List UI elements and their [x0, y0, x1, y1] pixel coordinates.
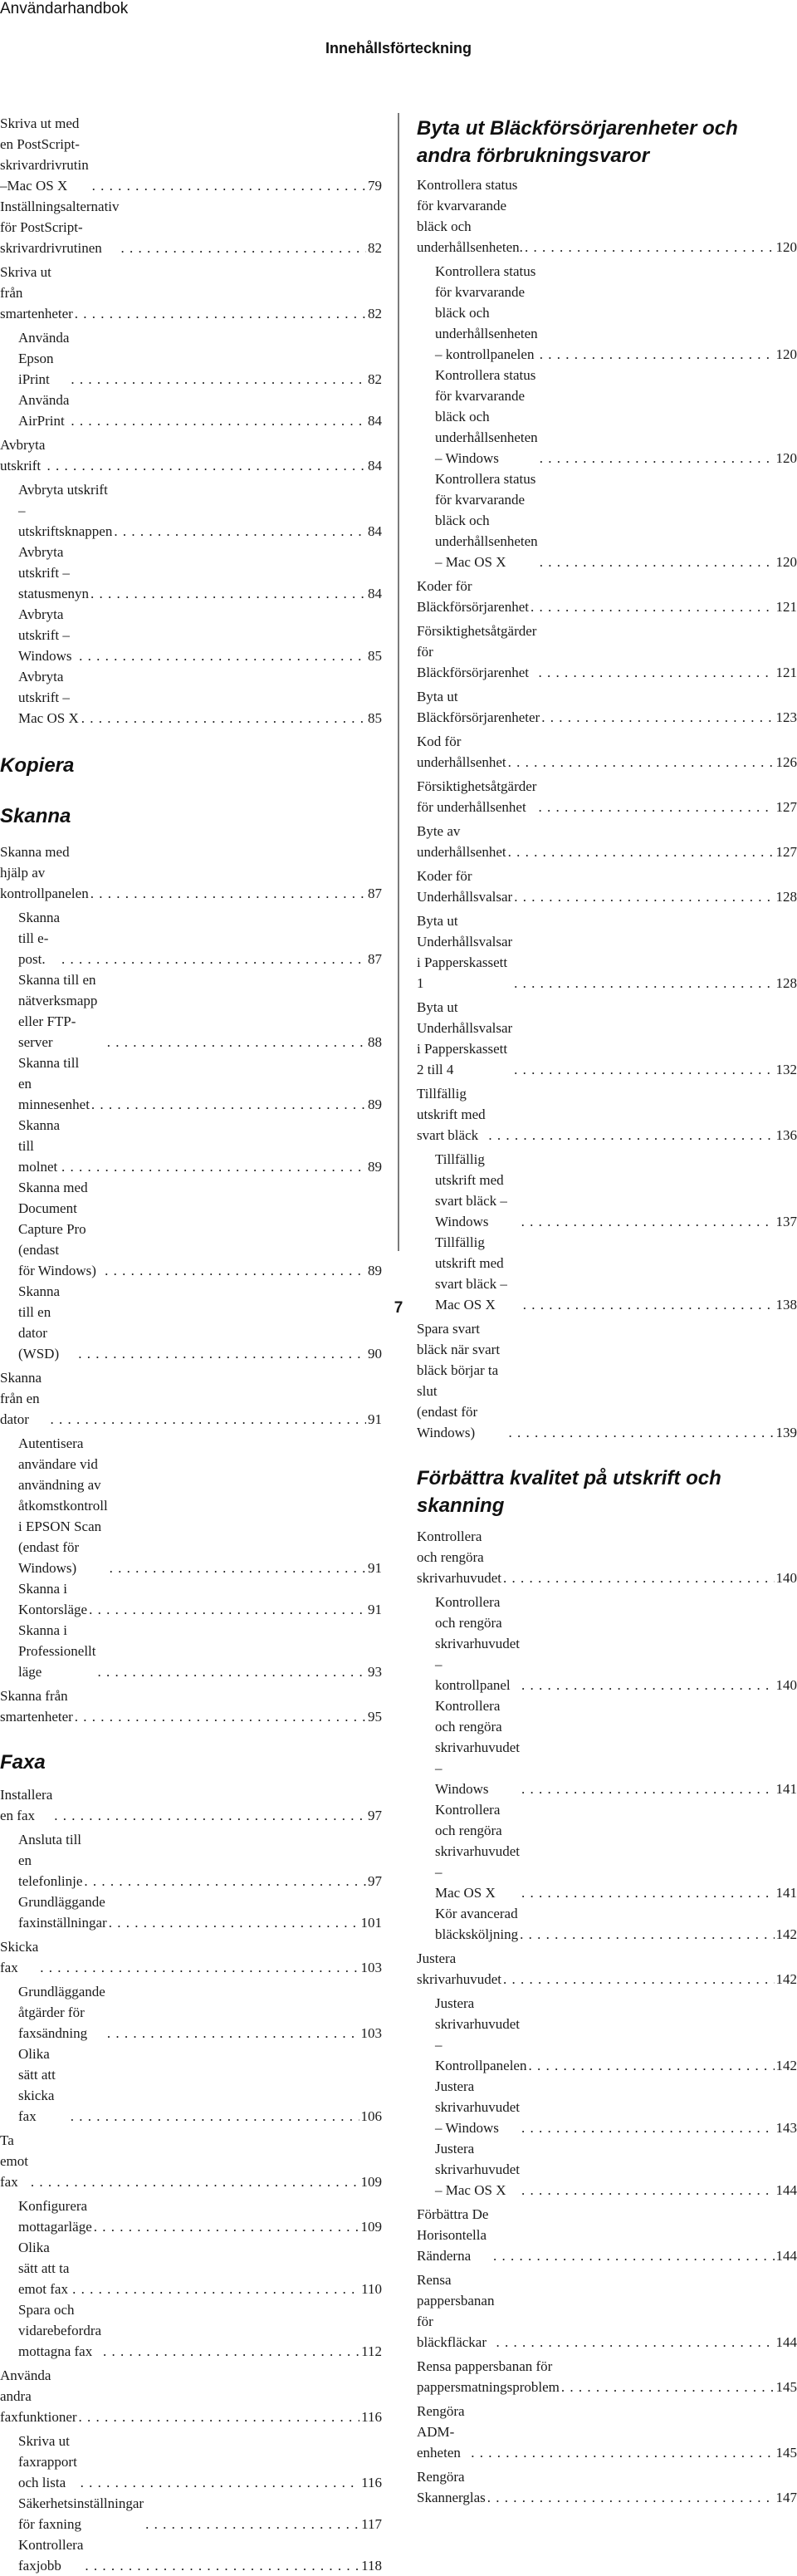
toc-entry-title: Ansluta till en telefonlinje [18, 1829, 82, 1892]
toc-entry-page: 79 [368, 175, 382, 196]
toc-entry[interactable] [417, 1948, 797, 1990]
toc-entry[interactable] [417, 469, 797, 572]
dot-leader [61, 1156, 366, 1177]
toc-entry-title: Avbryta utskrift – statusmenyn [18, 542, 89, 604]
toc-entry-title: Olika sätt att ta emot fax [18, 2237, 71, 2299]
toc-entry-title: Justera skrivarhuvudet – Mac OS X [435, 2138, 520, 2201]
toc-entry[interactable] [417, 2401, 797, 2463]
dot-leader [521, 1882, 775, 1903]
toc-entry-page: 142 [776, 1969, 797, 1990]
toc-entry-page: 142 [776, 2055, 797, 2076]
toc-entry[interactable] [417, 174, 797, 258]
dot-leader [540, 552, 775, 572]
dot-leader [71, 369, 366, 390]
toc-entry[interactable] [0, 542, 382, 604]
toc-entry-page: 141 [776, 1882, 797, 1903]
toc-entry[interactable] [0, 2196, 382, 2237]
dot-leader [71, 410, 366, 431]
toc-entry[interactable] [417, 1149, 797, 1232]
toc-entry-title: Rengöra Skannerglas [417, 2466, 486, 2508]
toc-entry-page: 106 [361, 2106, 383, 2127]
dot-leader [90, 883, 366, 904]
dot-leader [514, 973, 774, 994]
toc-entry-title: Skanna med Document Capture Pro (endast för Windows) [18, 1177, 103, 1281]
toc-entry-title: Kör avancerad bläcksköljning [435, 1903, 518, 1945]
dot-leader [520, 1924, 774, 1945]
toc-entry[interactable] [0, 479, 382, 542]
toc-entry-title: Installera en fax [0, 1784, 52, 1826]
toc-entry-title: Tillfällig utskrift med svart bläck [417, 1083, 487, 1146]
toc-entry[interactable] [0, 1177, 382, 1281]
dot-leader [508, 841, 775, 862]
toc-entry[interactable] [417, 1799, 797, 1903]
toc-entry[interactable] [0, 1052, 382, 1115]
toc-entry-title: Rensa pappersbanan för bläckfläckar [417, 2269, 494, 2353]
toc-entry[interactable] [417, 365, 797, 469]
toc-entry-page: 91 [368, 1558, 382, 1578]
toc-entry-title: Försiktighetsåtgärder för underhållsenhet [417, 776, 536, 817]
toc-entry-title: Konfigurera mottagarläge [18, 2196, 92, 2237]
toc-entry-page: 140 [776, 1675, 797, 1695]
toc-entry-page: 89 [368, 1156, 382, 1177]
toc-entry-title: Skanna i Professionellt läge [18, 1620, 95, 1682]
toc-entry-title: Kontrollera och rengöra skrivarhuvudet – Mac OS X [435, 1799, 520, 1903]
running-title: Användarhandbok [0, 0, 128, 18]
toc-entry-title: Koder för Underhållsvalsar [417, 866, 512, 907]
dot-leader [92, 175, 366, 196]
dot-leader [81, 2472, 360, 2493]
dot-leader [488, 1125, 774, 1146]
toc-entry-page: 136 [776, 1125, 797, 1146]
toc-entry[interactable] [0, 1829, 382, 1892]
toc-entry-page: 144 [776, 2245, 797, 2266]
toc-entry-page: 82 [368, 369, 382, 390]
dot-leader [145, 2514, 359, 2534]
toc-entry-title: Olika sätt att skicka fax [18, 2044, 69, 2127]
toc-entry-title: Avbryta utskrift – utskriftsknappen [18, 479, 112, 542]
section-title: Innehållsförteckning [0, 40, 797, 57]
toc-entry-title: Grundläggande åtgärder för faxsändning [18, 1981, 105, 2044]
toc-entry[interactable] [0, 2493, 382, 2534]
toc-entry[interactable] [0, 113, 382, 196]
toc-entry-title: Byta ut Underhållsvalsar i Papperskassett 2 till 4 [417, 997, 512, 1080]
toc-entry-title: Skriva ut från smartenheter [0, 262, 73, 324]
toc-entry-title: Rengöra ADM-enheten [417, 2401, 469, 2463]
toc-entry[interactable] [417, 2204, 797, 2266]
chapter-heading[interactable]: Skanna [0, 802, 382, 830]
toc-entry-page: 89 [368, 1260, 382, 1281]
dot-leader [75, 1706, 366, 1727]
dot-leader [514, 1059, 774, 1080]
toc-entry-title: Avbryta utskrift [0, 434, 45, 476]
toc-entry-title: Byta ut Underhållsvalsar i Papperskassett 1 [417, 910, 512, 994]
toc-entry-page: 85 [368, 645, 382, 666]
dot-leader [493, 2245, 775, 2266]
toc-entry-title: Kontrollera och rengöra skrivarhuvudet – kontrollpanel [435, 1592, 520, 1695]
toc-entry-page: 87 [368, 949, 382, 969]
toc-entry-title: Kontrollera status för kvarvarande bläck och underhållsenheten – Mac OS X [435, 469, 538, 572]
toc-entry[interactable] [0, 1281, 382, 1364]
toc-entry[interactable] [0, 1620, 382, 1682]
dot-leader [103, 2341, 359, 2362]
toc-entry-title: Skriva ut med en PostScript-skrivardrivrutin –Mac OS X [0, 113, 90, 196]
dot-leader [90, 583, 366, 604]
toc-entry-page: 88 [368, 1032, 382, 1052]
toc-entry-title: Använda Epson iPrint [18, 327, 69, 390]
toc-entry-title: Använda andra faxfunktioner [0, 2365, 77, 2427]
column-divider [398, 113, 399, 1251]
toc-entry-page: 84 [368, 410, 382, 431]
toc-entry-title: Skanna från en dator [0, 1367, 48, 1430]
dot-leader [508, 752, 775, 773]
toc-entry[interactable] [417, 1903, 797, 1945]
dot-leader [114, 521, 366, 542]
toc-entry-title: Justera skrivarhuvudet – Kontrollpanelen [435, 1993, 526, 2076]
toc-entry[interactable] [0, 2431, 382, 2493]
dot-leader [40, 1957, 359, 1978]
dot-leader [107, 1032, 366, 1052]
toc-entry-title: Förbättra De Horisontella Ränderna [417, 2204, 491, 2266]
dot-leader [97, 1661, 366, 1682]
toc-entry-title: Justera skrivarhuvudet [417, 1948, 501, 1990]
toc-entry-page: 97 [368, 1805, 382, 1826]
dot-leader [110, 1558, 366, 1578]
toc-entry-page: 95 [368, 1706, 382, 1727]
toc-entry-page: 145 [776, 2442, 797, 2463]
toc-entry[interactable] [417, 731, 797, 773]
toc-entry[interactable] [0, 1578, 382, 1620]
toc-entry-title: Autentisera användare vid användning av åtkomstkontroll i EPSON Scan (endast för Windows) [18, 1433, 108, 1578]
toc-entry[interactable] [0, 841, 382, 904]
toc-entry[interactable] [0, 327, 382, 390]
toc-entry[interactable] [0, 2365, 382, 2427]
toc-entry[interactable] [0, 1784, 382, 1826]
toc-entry-title: Tillfällig utskrift med svart bläck – Windows [435, 1149, 520, 1232]
toc-entry-page: 103 [361, 2023, 383, 2044]
dot-leader [72, 2279, 359, 2299]
dot-leader [79, 2407, 360, 2427]
toc-entry-page: 132 [776, 1059, 797, 1080]
toc-entry-page: 144 [776, 2180, 797, 2201]
toc-entry[interactable] [0, 1936, 382, 1978]
dot-leader [538, 797, 774, 817]
toc-entry-title: Avbryta utskrift – Mac OS X [18, 666, 80, 729]
dot-leader [121, 238, 366, 258]
dot-leader [521, 1779, 775, 1799]
toc-entry-title: Försiktighetsåtgärder för Bläckförsörjarenhet [417, 621, 536, 683]
chapter-heading[interactable]: Förbättra kvalitet på utskrift och skanning [417, 1465, 797, 1519]
toc-entry-page: 117 [361, 2514, 382, 2534]
toc-entry-title: Använda AirPrint [18, 390, 69, 431]
toc-entry-page: 118 [361, 2555, 382, 2576]
toc-entry-title: Skanna med hjälp av kontrollpanelen [0, 841, 89, 904]
dot-leader [561, 2377, 775, 2397]
toc-entry[interactable] [417, 910, 797, 994]
toc-entry[interactable] [0, 2237, 382, 2299]
toc-entry-page: 84 [368, 521, 382, 542]
toc-entry-page: 140 [776, 1568, 797, 1588]
dot-leader [107, 2023, 359, 2044]
toc-entry-page: 142 [776, 1924, 797, 1945]
toc-entry[interactable] [0, 1367, 382, 1430]
toc-entry[interactable] [0, 434, 382, 476]
toc-entry-page: 145 [776, 2377, 797, 2397]
toc-entry-page: 110 [361, 2279, 382, 2299]
toc-entry-page: 109 [361, 2216, 383, 2237]
toc-entry-title: Skanna till en dator (WSD) [18, 1281, 76, 1364]
toc-entry-title: Skanna i Kontorsläge [18, 1578, 87, 1620]
toc-entry-page: 128 [776, 973, 797, 994]
toc-entry-page: 120 [776, 448, 797, 469]
toc-entry-title: Inställningsalternativ för PostScript- skrivardrivrutinen [0, 196, 120, 258]
dot-leader [540, 448, 775, 469]
toc-entry-title: Skriva ut faxrapport och lista [18, 2431, 79, 2493]
toc-entry-title: Kontrollera och rengöra skrivarhuvudet – Windows [435, 1695, 520, 1799]
toc-entry-page: 127 [776, 797, 797, 817]
dot-leader [540, 344, 775, 365]
toc-entry-title: Byte av underhållsenhet [417, 821, 506, 862]
toc-entry-page: 84 [368, 583, 382, 604]
toc-entry-title: Spara och vidarebefordra mottagna fax [18, 2299, 101, 2362]
toc-entry[interactable] [417, 866, 797, 907]
toc-entry-page: 128 [776, 886, 797, 907]
toc-entry[interactable] [417, 997, 797, 1080]
toc-entry-title: Avbryta utskrift – Windows [18, 604, 77, 666]
dot-leader [54, 1805, 366, 1826]
toc-entry[interactable] [0, 1115, 382, 1177]
toc-entry[interactable] [417, 2076, 797, 2138]
toc-entry[interactable] [0, 2130, 382, 2192]
dot-leader [487, 2487, 775, 2508]
toc-entry-page: 112 [361, 2341, 382, 2362]
toc-entry-page: 101 [361, 1912, 383, 1933]
toc-entry-title: Rensa pappersbanan för pappersmatningsproblem [417, 2356, 560, 2397]
toc-entry-page: 120 [776, 552, 797, 572]
dot-leader [105, 1260, 366, 1281]
dot-leader [31, 2171, 359, 2192]
toc-entry[interactable] [0, 666, 382, 729]
toc-entry[interactable] [0, 2534, 382, 2576]
dot-leader [521, 2180, 775, 2201]
toc-entry-title: Skanna till en nätverksmapp eller FTP-server [18, 969, 105, 1052]
dot-leader [471, 2442, 774, 2463]
dot-leader [496, 2332, 774, 2353]
toc-entry-title: Skanna till e-post. [18, 907, 60, 969]
dot-leader [61, 949, 366, 969]
toc-entry[interactable] [0, 1981, 382, 2044]
dot-leader [91, 1094, 366, 1115]
toc-entry-page: 84 [368, 455, 382, 476]
toc-entry-title: Kontrollera status för kvarvarande bläck och underhållsenheten. [417, 174, 523, 258]
toc-entry-page: 120 [776, 344, 797, 365]
toc-entry[interactable] [417, 1592, 797, 1695]
toc-entry[interactable] [0, 390, 382, 431]
dot-leader [71, 2106, 359, 2127]
toc-entry[interactable] [417, 576, 797, 617]
toc-entry[interactable] [0, 2044, 382, 2127]
toc-entry-page: 126 [776, 752, 797, 773]
toc-entry-page: 89 [368, 1094, 382, 1115]
toc-entry-page: 90 [368, 1343, 382, 1364]
dot-leader [79, 645, 366, 666]
toc-left-column [0, 113, 382, 2576]
toc-entry[interactable] [417, 1526, 797, 1588]
toc-entry[interactable] [0, 907, 382, 969]
dot-leader [521, 2117, 775, 2138]
toc-entry-page: 123 [776, 707, 797, 728]
toc-entry-title: Ta emot fax [0, 2130, 29, 2192]
toc-entry[interactable] [0, 196, 382, 258]
toc-entry-title: Grundläggande faxinställningar [18, 1892, 107, 1933]
page-number: 7 [0, 1299, 797, 1317]
toc-entry-page: 103 [361, 1957, 383, 1978]
toc-entry[interactable] [417, 1993, 797, 2076]
toc-entry-title: Spara svart bläck när svart bläck börjar ta slut (endast för Windows) [417, 1318, 507, 1443]
toc-entry-page: 85 [368, 708, 382, 729]
dot-leader [541, 707, 774, 728]
dot-leader [503, 1568, 775, 1588]
toc-entry[interactable] [0, 969, 382, 1052]
toc-entry-title: Skanna till en minnesenhet [18, 1052, 90, 1115]
toc-entry-page: 91 [368, 1409, 382, 1430]
dot-leader [89, 1599, 366, 1620]
chapter-heading[interactable]: Kopiera [0, 752, 382, 779]
toc-entry[interactable] [0, 262, 382, 324]
toc-entry-title: Skanna till molnet [18, 1115, 60, 1177]
dot-leader [75, 303, 366, 324]
toc-entry-page: 109 [361, 2171, 383, 2192]
dot-leader [538, 662, 774, 683]
toc-entry-page: 127 [776, 841, 797, 862]
toc-entry-title: Skanna från smartenheter [0, 1685, 73, 1727]
toc-entry-title: Säkerhetsinställningar för faxning [18, 2493, 144, 2534]
dot-leader [525, 237, 775, 258]
toc-entry-title: Justera skrivarhuvudet – Windows [435, 2076, 520, 2138]
toc-entry-title: Tillfällig utskrift med svart bläck – Mac OS X [435, 1232, 521, 1315]
toc-entry[interactable] [417, 2466, 797, 2508]
toc-entry-page: 143 [776, 2117, 797, 2138]
dot-leader [78, 1343, 366, 1364]
dot-leader [50, 1409, 366, 1430]
dot-leader [94, 2216, 359, 2237]
dot-leader [528, 2055, 774, 2076]
toc-entry[interactable] [0, 604, 382, 666]
toc-entry-page: 87 [368, 883, 382, 904]
toc-entry[interactable] [417, 2356, 797, 2397]
toc-entry-page: 144 [776, 2332, 797, 2353]
toc-entry-title: Kontrollera faxjobb [18, 2534, 83, 2576]
toc-entry[interactable] [417, 1083, 797, 1146]
chapter-heading[interactable]: Faxa [0, 1749, 382, 1776]
toc-entry[interactable] [417, 1695, 797, 1799]
toc-entry[interactable] [0, 1433, 382, 1578]
chapter-heading[interactable]: Byta ut Bläckförsörjarenheter och andra förbrukningsvaror [417, 115, 797, 169]
toc-entry-title: Kontrollera status för kvarvarande bläck och underhållsenheten – Windows [435, 365, 538, 469]
toc-entry-page: 82 [368, 238, 382, 258]
toc-entry-page: 137 [776, 1211, 797, 1232]
toc-entry-page: 91 [368, 1599, 382, 1620]
toc-entry-page: 121 [776, 662, 797, 683]
toc-entry-page: 97 [368, 1871, 382, 1892]
dot-leader [84, 1871, 366, 1892]
toc-entry[interactable] [0, 2299, 382, 2362]
toc-entry[interactable] [417, 686, 797, 728]
toc-entry-title: Koder för Bläckförsörjarenhet [417, 576, 529, 617]
dot-leader [521, 1675, 775, 1695]
dot-leader [81, 708, 366, 729]
toc-entry-page: 147 [776, 2487, 797, 2508]
toc-entry[interactable] [417, 1318, 797, 1443]
toc-entry-page: 116 [361, 2472, 382, 2493]
toc-entry-title: Byta ut Bläckförsörjarenheter [417, 686, 540, 728]
toc-entry-page: 138 [776, 1294, 797, 1315]
toc-entry-page: 121 [776, 596, 797, 617]
toc-entry-title: Kontrollera och rengöra skrivarhuvudet [417, 1526, 501, 1588]
toc-entry[interactable] [0, 1892, 382, 1933]
toc-entry[interactable] [0, 1685, 382, 1727]
toc-entry-title: Kontrollera status för kvarvarande bläck och underhållsenheten – kontrollpanelen [435, 261, 538, 365]
toc-entry-title: Kod för underhållsenhet [417, 731, 506, 773]
toc-entry[interactable] [417, 821, 797, 862]
dot-leader [46, 455, 366, 476]
toc-entry[interactable] [417, 2138, 797, 2201]
toc-entry-title: Skicka fax [0, 1936, 38, 1978]
dot-leader [109, 1912, 359, 1933]
toc-entry-page: 82 [368, 303, 382, 324]
toc-entry-page: 139 [776, 1422, 797, 1443]
toc-entry[interactable] [417, 2269, 797, 2353]
toc-entry-page: 116 [361, 2407, 382, 2427]
dot-leader [509, 1422, 775, 1443]
toc-entry[interactable] [417, 261, 797, 365]
dot-leader [514, 886, 774, 907]
toc-entry-page: 141 [776, 1779, 797, 1799]
toc-entry-page: 120 [776, 237, 797, 258]
dot-leader [503, 1969, 775, 1990]
dot-leader [521, 1211, 775, 1232]
toc-entry[interactable] [417, 776, 797, 817]
dot-leader [531, 596, 775, 617]
toc-entry-page: 93 [368, 1661, 382, 1682]
dot-leader [85, 2555, 359, 2576]
toc-entry[interactable] [417, 621, 797, 683]
